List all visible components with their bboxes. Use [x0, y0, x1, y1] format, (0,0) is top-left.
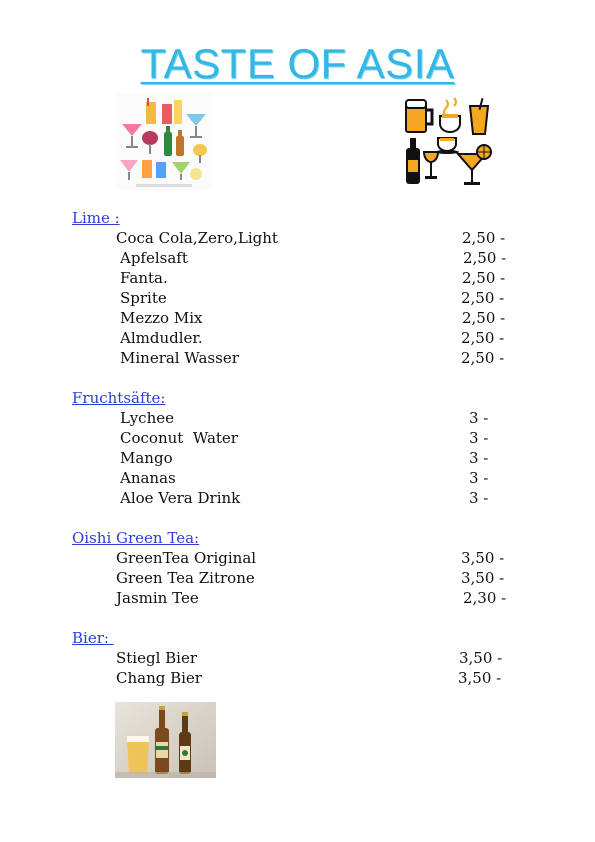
menu-item — [0, 649, 595, 669]
menu-item-price: 3 - — [469, 469, 489, 487]
section-heading-oishi-green-tea: Oishi Green Tea: — [72, 529, 200, 547]
section-heading-fruchtsaefte: Fruchtsäfte: — [72, 389, 166, 407]
menu-item-name: Fanta. — [120, 269, 168, 287]
section-heading-lime: Lime : — [72, 209, 120, 227]
menu-item-name: Ananas — [120, 469, 176, 487]
menu-item-name: Jasmin Tee — [116, 589, 199, 607]
menu-item — [0, 309, 595, 329]
menu-item-price: 3,50 - — [459, 649, 503, 667]
menu-item — [0, 409, 595, 429]
menu-item — [0, 269, 595, 289]
menu-item-name: Lychee — [120, 409, 174, 427]
menu-item — [0, 229, 595, 249]
menu-item-name: Mezzo Mix — [120, 309, 203, 327]
menu-item — [0, 289, 595, 309]
menu-item-name: Aloe Vera Drink — [120, 489, 241, 507]
menu-item-name: Sprite — [120, 289, 167, 307]
menu-item-price: 2,50 - — [461, 289, 505, 307]
menu-item-price: 3 - — [469, 429, 489, 447]
menu-item-price: 3 - — [469, 489, 489, 507]
menu-item-name: Mineral Wasser — [120, 349, 239, 367]
menu-item-price: 3 - — [469, 409, 489, 427]
menu-item-price: 2,50 - — [461, 329, 505, 347]
menu-item-name: Green Tea Zitrone — [116, 569, 255, 587]
drinks-icons — [402, 96, 496, 188]
menu-item-price: 2,50 - — [462, 309, 506, 327]
page-title: TASTE OF ASIA — [140, 40, 455, 87]
menu-item-price: 3,50 - — [458, 669, 502, 687]
menu-item — [0, 669, 595, 689]
menu-item — [0, 429, 595, 449]
menu-item — [0, 449, 595, 469]
beer-photo — [115, 702, 216, 778]
menu-item — [0, 329, 595, 349]
menu-item — [0, 549, 595, 569]
menu-item-price: 3 - — [469, 449, 489, 467]
cocktails-illustration — [116, 94, 212, 190]
menu-item-price: 2,50 - — [463, 249, 507, 267]
menu-item-price: 2,30 - — [463, 589, 507, 607]
menu-item-name: Coconut Water — [120, 429, 238, 447]
menu-item-name: Stiegl Bier — [116, 649, 198, 667]
menu-item-price: 3,50 - — [461, 569, 505, 587]
menu-item-name: Almdudler. — [120, 329, 203, 347]
menu-item — [0, 489, 595, 509]
menu-item — [0, 569, 595, 589]
menu-item-name: Apfelsaft — [120, 249, 188, 267]
menu-item — [0, 349, 595, 369]
menu-item-name: Chang Bier — [116, 669, 202, 687]
menu-item-name: GreenTea Original — [116, 549, 257, 567]
section-heading-bier: Bier: — [72, 629, 114, 647]
menu-item-price: 2,50 - — [461, 349, 505, 367]
menu-item-name: Mango — [120, 449, 173, 467]
menu-item-name: Coca Cola,Zero,Light — [116, 229, 278, 247]
menu-item — [0, 249, 595, 269]
menu-item-price: 2,50 - — [462, 269, 506, 287]
menu-item — [0, 469, 595, 489]
menu-item — [0, 589, 595, 609]
menu-item-price: 2,50 - — [462, 229, 506, 247]
menu-item-price: 3,50 - — [461, 549, 505, 567]
